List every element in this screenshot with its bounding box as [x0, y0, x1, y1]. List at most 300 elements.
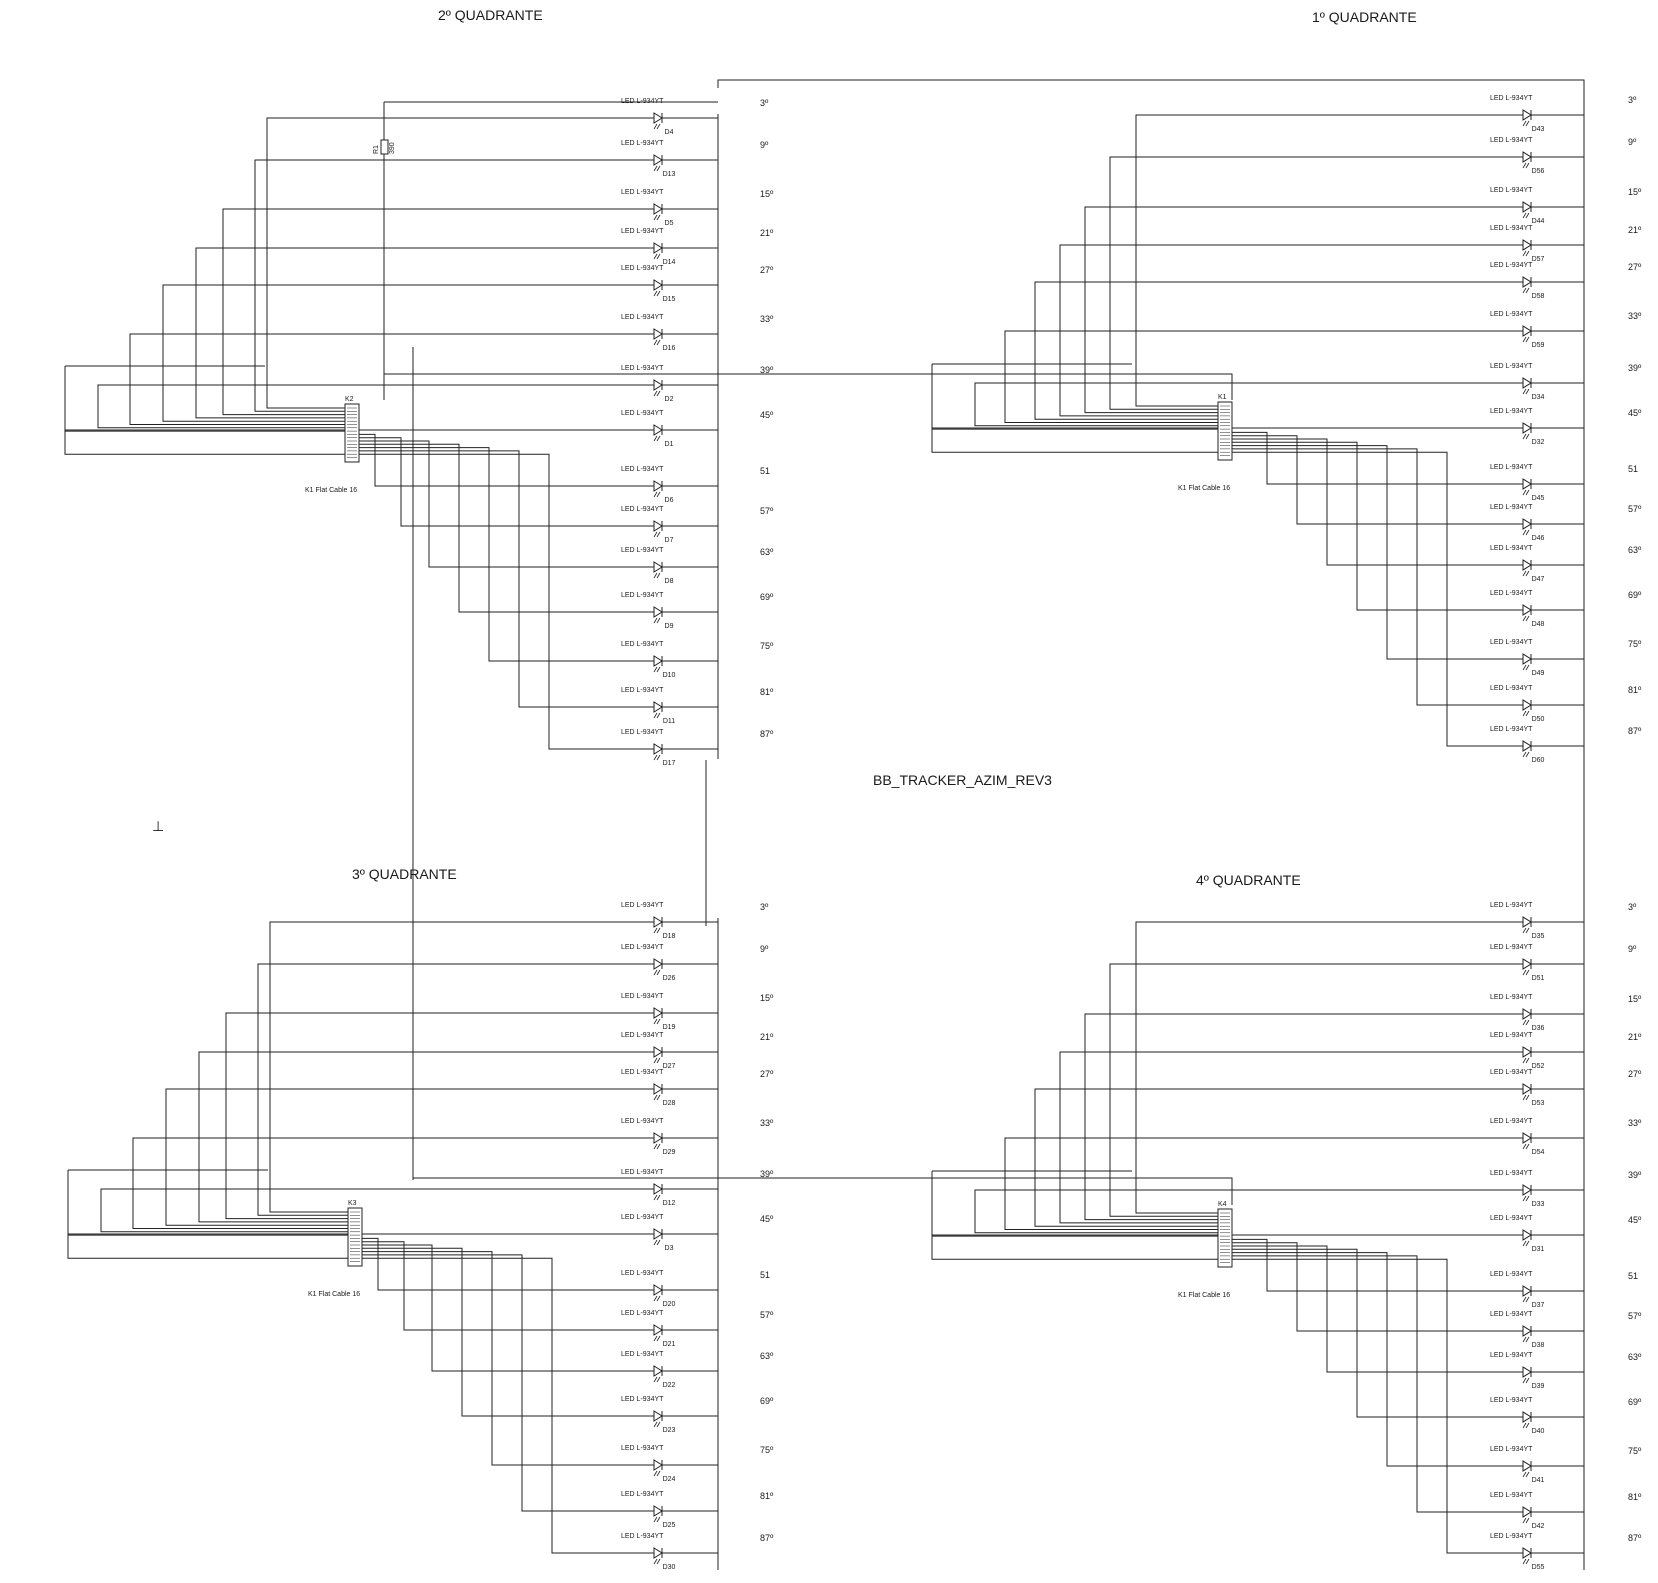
led-d7-symbol-triangle [654, 521, 662, 531]
led-d2-symbol-ray-1 [654, 391, 657, 396]
led-designator: D39 [1531, 1383, 1545, 1390]
led-d29-symbol-ray-1 [654, 1144, 657, 1149]
angle-label: 57º [760, 1310, 774, 1320]
led-designator: D56 [1531, 168, 1545, 175]
connector-k1 [1218, 402, 1232, 460]
led-d45-symbol [1523, 479, 1531, 495]
led-d48-symbol-ray-1 [1523, 616, 1526, 621]
cathode-wire [1232, 1256, 1523, 1512]
cathode-wire [166, 1089, 654, 1225]
led-part-label: LED L-934YT [621, 189, 664, 196]
led-designator: D43 [1531, 126, 1545, 133]
angle-label: 87º [760, 729, 774, 739]
led-designator: D12 [662, 1200, 676, 1207]
led-d53-symbol-ray-1 [1523, 1095, 1526, 1100]
led-d51-symbol [1523, 959, 1531, 975]
led-part-label: LED L-934YT [621, 410, 664, 417]
led-d17-symbol-ray-1 [654, 755, 657, 760]
led-d21-symbol-triangle [654, 1325, 662, 1335]
led-designator: D14 [662, 259, 676, 266]
connector-label: K1 Flat Cable 16 [1178, 1292, 1231, 1299]
angle-label: 45º [1628, 1215, 1642, 1225]
led-d47-symbol-ray-1 [1523, 571, 1526, 576]
led-designator: D8 [664, 578, 674, 585]
connector-k3 [348, 1208, 362, 1266]
led-d42-symbol-ray-2 [1526, 1518, 1529, 1523]
led-part-label: LED L-934YT [621, 1214, 664, 1221]
cathode-wire [362, 1238, 654, 1290]
led-d1-symbol-ray-1 [654, 436, 657, 441]
led-designator: D23 [662, 1427, 676, 1434]
angle-label: 21º [1628, 225, 1642, 235]
led-d55-symbol [1523, 1548, 1531, 1564]
quadrant-title-1: 1º QUADRANTE [1312, 9, 1417, 25]
led-d21-symbol-ray-2 [657, 1336, 660, 1341]
led-d5-symbol-triangle [654, 204, 662, 214]
led-d2-symbol-ray-2 [657, 391, 660, 396]
led-d23-symbol-ray-2 [657, 1422, 660, 1427]
angle-label: 27º [760, 265, 774, 275]
led-d55-symbol-triangle [1523, 1548, 1531, 1558]
led-part-label: LED L-934YT [1490, 902, 1533, 909]
led-d17-symbol-triangle [654, 744, 662, 754]
led-d14-symbol-ray-1 [654, 254, 657, 259]
led-d5-symbol-ray-2 [657, 215, 660, 220]
led-d53-symbol-ray-2 [1526, 1095, 1529, 1100]
led-d40-symbol-triangle [1523, 1412, 1531, 1422]
led-d26-symbol-ray-1 [654, 970, 657, 975]
led-d49-symbol-ray-1 [1523, 665, 1526, 670]
cathode-wire [1005, 1138, 1523, 1230]
led-part-label: LED L-934YT [621, 592, 664, 599]
led-d7-symbol-ray-1 [654, 532, 657, 537]
cathode-wire [359, 441, 654, 567]
led-d35-symbol [1523, 917, 1531, 933]
led-d16-symbol-ray-1 [654, 340, 657, 345]
cathode-wire [199, 1052, 654, 1222]
led-designator: D13 [662, 171, 676, 178]
led-d22-symbol-triangle [654, 1366, 662, 1376]
led-d3-symbol-ray-1 [654, 1240, 657, 1245]
led-d49-symbol-triangle [1523, 654, 1531, 664]
angle-label: 87º [760, 1533, 774, 1543]
led-designator: D7 [664, 537, 674, 544]
led-d34-symbol-triangle [1523, 378, 1531, 388]
cathode-wire [270, 922, 654, 1212]
led-d29-symbol [654, 1133, 662, 1149]
led-designator: D44 [1531, 218, 1545, 225]
led-part-label: LED L-934YT [621, 1032, 664, 1039]
cathode-wire [1232, 442, 1523, 610]
angle-label: 3º [1628, 902, 1637, 912]
led-d40-symbol-ray-1 [1523, 1423, 1526, 1428]
led-d1-symbol [654, 425, 662, 441]
led-d18-symbol-ray-1 [654, 928, 657, 933]
led-d17-symbol [654, 744, 662, 760]
angle-label: 27º [1628, 1069, 1642, 1079]
angle-label: 33º [760, 314, 774, 324]
led-d52-symbol-triangle [1523, 1047, 1531, 1057]
angle-label: 33º [760, 1118, 774, 1128]
led-part-label: LED L-934YT [1490, 1118, 1533, 1125]
angle-label: 81º [760, 1491, 774, 1501]
resistor-r1 [381, 140, 388, 154]
led-d46-symbol-ray-1 [1523, 530, 1526, 535]
led-designator: D41 [1531, 1477, 1545, 1484]
angle-label: 75º [760, 1445, 774, 1455]
led-part-label: LED L-934YT [1490, 311, 1533, 318]
led-d22-symbol-ray-1 [654, 1377, 657, 1382]
led-d57-symbol [1523, 240, 1531, 256]
led-part-label: LED L-934YT [1490, 590, 1533, 597]
bus-q2-q1 [384, 374, 1232, 400]
led-d28-symbol [654, 1084, 662, 1100]
angle-label: 45º [760, 410, 774, 420]
ground-symbol: ⊥ [152, 818, 165, 834]
cathode-wire [1232, 1239, 1523, 1291]
led-d31-symbol-triangle [1523, 1230, 1531, 1240]
cathode-wire [362, 1252, 654, 1465]
led-designator: D29 [662, 1149, 676, 1156]
led-d16-symbol-triangle [654, 329, 662, 339]
angle-label: 33º [1628, 1118, 1642, 1128]
led-part-label: LED L-934YT [621, 1396, 664, 1403]
led-d53-symbol-triangle [1523, 1084, 1531, 1094]
cathode-wire [1232, 1253, 1523, 1466]
angle-label: 63º [760, 1351, 774, 1361]
led-d16-symbol [654, 329, 662, 345]
led-part-label: LED L-934YT [1490, 545, 1533, 552]
angle-label: 81º [1628, 1492, 1642, 1502]
cathode-wire [1232, 439, 1523, 565]
led-part-label: LED L-934YT [621, 1310, 664, 1317]
led-d6-symbol-ray-1 [654, 492, 657, 497]
led-d50-symbol-triangle [1523, 700, 1531, 710]
led-d44-symbol-triangle [1523, 202, 1531, 212]
led-d20-symbol-ray-2 [657, 1296, 660, 1301]
led-d36-symbol [1523, 1009, 1531, 1025]
led-part-label: LED L-934YT [621, 1118, 664, 1125]
led-d10-symbol-ray-1 [654, 667, 657, 672]
schematic-name: BB_TRACKER_AZIM_REV3 [873, 772, 1052, 788]
led-part-label: LED L-934YT [1490, 137, 1533, 144]
cathode-wire [130, 334, 654, 425]
led-d28-symbol-ray-1 [654, 1095, 657, 1100]
led-designator: D30 [662, 1564, 676, 1571]
led-designator: D32 [1531, 439, 1545, 446]
led-part-label: LED L-934YT [621, 1351, 664, 1358]
led-part-label: LED L-934YT [1490, 1170, 1533, 1177]
led-part-label: LED L-934YT [1490, 1032, 1533, 1039]
cathode-wire [1232, 446, 1523, 659]
led-d23-symbol [654, 1411, 662, 1427]
angle-label: 39º [1628, 1170, 1642, 1180]
led-d8-symbol-triangle [654, 562, 662, 572]
led-d15-symbol-triangle [654, 280, 662, 290]
angle-label: 87º [1628, 1533, 1642, 1543]
led-d22-symbol-ray-2 [657, 1377, 660, 1382]
led-d19-symbol-ray-2 [657, 1019, 660, 1024]
led-d26-symbol-triangle [654, 959, 662, 969]
angle-label: 21º [760, 1032, 774, 1042]
led-designator: D60 [1531, 757, 1545, 764]
led-designator: D25 [662, 1522, 676, 1529]
led-d38-symbol [1523, 1326, 1531, 1342]
led-d42-symbol-triangle [1523, 1507, 1531, 1517]
led-d34-symbol-ray-2 [1526, 389, 1529, 394]
led-d39-symbol-ray-2 [1526, 1378, 1529, 1383]
bus-q3-q4 [413, 1178, 1232, 1205]
return-loop [68, 1170, 348, 1258]
led-d7-symbol-ray-2 [657, 532, 660, 537]
led-d24-symbol-ray-2 [657, 1471, 660, 1476]
led-d51-symbol-triangle [1523, 959, 1531, 969]
connector-ref: K1 [1218, 394, 1227, 401]
angle-label: 57º [1628, 1311, 1642, 1321]
led-d12-symbol-ray-1 [654, 1195, 657, 1200]
led-d4-symbol-ray-1 [654, 124, 657, 129]
led-designator: D51 [1531, 975, 1545, 982]
led-designator: D45 [1531, 495, 1545, 502]
led-d53-symbol [1523, 1084, 1531, 1100]
led-designator: D26 [662, 975, 676, 982]
led-d39-symbol-triangle [1523, 1367, 1531, 1377]
led-d19-symbol-triangle [654, 1008, 662, 1018]
led-d14-symbol-triangle [654, 243, 662, 253]
led-d41-symbol [1523, 1461, 1531, 1477]
led-d48-symbol [1523, 605, 1531, 621]
led-d60-symbol-ray-2 [1526, 752, 1529, 757]
led-d11-symbol-ray-2 [657, 713, 660, 718]
led-d32-symbol [1523, 423, 1531, 439]
wire-layer [65, 80, 1584, 1570]
angle-label: 33º [1628, 311, 1642, 321]
led-d20-symbol-ray-1 [654, 1296, 657, 1301]
led-d8-symbol-ray-2 [657, 573, 660, 578]
led-d40-symbol-ray-2 [1526, 1423, 1529, 1428]
led-d4-symbol-triangle [654, 113, 662, 123]
led-d21-symbol-ray-1 [654, 1336, 657, 1341]
led-part-label: LED L-934YT [1490, 944, 1533, 951]
connector-ref: K3 [348, 1200, 357, 1207]
led-d19-symbol [654, 1008, 662, 1024]
led-d55-symbol-ray-1 [1523, 1559, 1526, 1564]
led-d40-symbol [1523, 1412, 1531, 1428]
led-designator: D33 [1531, 1201, 1545, 1208]
led-part-label: LED L-934YT [621, 1069, 664, 1076]
led-d41-symbol-triangle [1523, 1461, 1531, 1471]
angle-label: 15º [1628, 187, 1642, 197]
led-designator: D53 [1531, 1100, 1545, 1107]
led-part-label: LED L-934YT [621, 1169, 664, 1176]
led-d26-symbol [654, 959, 662, 975]
led-part-label: LED L-934YT [621, 902, 664, 909]
cathode-wire [1035, 1089, 1523, 1226]
led-d8-symbol-ray-1 [654, 573, 657, 578]
angle-label: 75º [760, 641, 774, 651]
led-d12-symbol [654, 1184, 662, 1200]
led-part-label: LED L-934YT [1490, 95, 1533, 102]
led-d51-symbol-ray-2 [1526, 970, 1529, 975]
led-d54-symbol [1523, 1133, 1531, 1149]
led-d9-symbol [654, 607, 662, 623]
cathode-wire [1110, 157, 1523, 409]
angle-label: 3º [1628, 95, 1637, 105]
led-d6-symbol-ray-2 [657, 492, 660, 497]
angle-label: 63º [1628, 545, 1642, 555]
led-designator: D6 [664, 497, 674, 504]
led-d56-symbol-ray-1 [1523, 163, 1526, 168]
led-d50-symbol-ray-1 [1523, 711, 1526, 716]
led-d19-symbol-ray-1 [654, 1019, 657, 1024]
led-d59-symbol-triangle [1523, 326, 1531, 336]
angle-label: 39º [1628, 363, 1642, 373]
led-d47-symbol [1523, 560, 1531, 576]
cathode-wire [1232, 1249, 1523, 1417]
led-d27-symbol-triangle [654, 1047, 662, 1057]
led-d32-symbol-ray-2 [1526, 434, 1529, 439]
led-d18-symbol [654, 917, 662, 933]
led-part-label: LED L-934YT [1490, 408, 1533, 415]
led-designator: D11 [662, 718, 676, 725]
led-d30-symbol-ray-1 [654, 1559, 657, 1564]
angle-label: 69º [1628, 590, 1642, 600]
led-d25-symbol [654, 1506, 662, 1522]
angle-label: 51 [1628, 1271, 1639, 1281]
angle-label: 21º [760, 228, 774, 238]
led-designator: D38 [1531, 1342, 1545, 1349]
led-d49-symbol-ray-2 [1526, 665, 1529, 670]
led-d58-symbol [1523, 277, 1531, 293]
led-part-label: LED L-934YT [1490, 994, 1533, 1001]
angle-label: 81º [1628, 685, 1642, 695]
led-d3-symbol-triangle [654, 1229, 662, 1239]
led-designator: D18 [662, 933, 676, 940]
led-d56-symbol-triangle [1523, 152, 1531, 162]
led-d13-symbol-ray-1 [654, 166, 657, 171]
led-d45-symbol-ray-2 [1526, 490, 1529, 495]
led-designator: D5 [664, 220, 674, 227]
angle-label: 75º [1628, 639, 1642, 649]
led-d31-symbol-ray-2 [1526, 1241, 1529, 1246]
angle-label: 27º [760, 1069, 774, 1079]
connector-ref: K4 [1218, 1201, 1227, 1208]
led-d33-symbol [1523, 1185, 1531, 1201]
led-part-label: LED L-934YT [621, 98, 664, 105]
led-part-label: LED L-934YT [1490, 1311, 1533, 1318]
led-d52-symbol-ray-1 [1523, 1058, 1526, 1063]
cathode-wire [196, 248, 654, 418]
cathode-wire [1085, 207, 1523, 413]
connector-label: K1 Flat Cable 16 [1178, 485, 1231, 492]
led-d54-symbol-triangle [1523, 1133, 1531, 1143]
led-d41-symbol-ray-1 [1523, 1472, 1526, 1477]
angle-label: 27º [1628, 262, 1642, 272]
led-d42-symbol-ray-1 [1523, 1518, 1526, 1523]
led-part-label: LED L-934YT [1490, 1446, 1533, 1453]
cathode-wire [1085, 1014, 1523, 1220]
led-d48-symbol-ray-2 [1526, 616, 1529, 621]
led-d38-symbol-triangle [1523, 1326, 1531, 1336]
led-d2-symbol-triangle [654, 380, 662, 390]
led-designator: D40 [1531, 1428, 1545, 1435]
led-d11-symbol [654, 702, 662, 718]
led-part-label: LED L-934YT [621, 228, 664, 235]
led-d36-symbol-ray-1 [1523, 1020, 1526, 1025]
cathode-wire [359, 448, 654, 661]
cathode-wire [362, 1258, 654, 1553]
led-designator: D22 [662, 1382, 676, 1389]
led-d46-symbol [1523, 519, 1531, 535]
led-designator: D49 [1531, 670, 1545, 677]
led-d5-symbol-ray-1 [654, 215, 657, 220]
led-d10-symbol [654, 656, 662, 672]
led-part-label: LED L-934YT [621, 1270, 664, 1277]
led-d30-symbol-triangle [654, 1548, 662, 1558]
led-d9-symbol-ray-1 [654, 618, 657, 623]
led-d41-symbol-ray-2 [1526, 1472, 1529, 1477]
led-d15-symbol-ray-2 [657, 291, 660, 296]
angle-label: 15º [760, 189, 774, 199]
led-d50-symbol [1523, 700, 1531, 716]
led-designator: D9 [664, 623, 674, 630]
led-d22-symbol [654, 1366, 662, 1382]
cathode-wire [1136, 115, 1523, 406]
cathode-wire [1035, 282, 1523, 419]
led-d48-symbol-triangle [1523, 605, 1531, 615]
led-designator: D2 [664, 396, 674, 403]
led-d27-symbol [654, 1047, 662, 1063]
cathode-wire [1232, 432, 1523, 484]
connector-ref: K2 [345, 396, 354, 403]
led-d21-symbol [654, 1325, 662, 1341]
led-part-label: LED L-934YT [621, 729, 664, 736]
led-d59-symbol [1523, 326, 1531, 342]
led-d46-symbol-triangle [1523, 519, 1531, 529]
led-designator: D27 [662, 1063, 676, 1070]
led-d6-symbol-triangle [654, 481, 662, 491]
led-d9-symbol-ray-2 [657, 618, 660, 623]
led-d1-symbol-triangle [654, 425, 662, 435]
angle-label: 45º [1628, 408, 1642, 418]
led-d58-symbol-ray-2 [1526, 288, 1529, 293]
led-part-label: LED L-934YT [1490, 1271, 1533, 1278]
led-d3-symbol-ray-2 [657, 1240, 660, 1245]
led-part-label: LED L-934YT [1490, 639, 1533, 646]
led-d13-symbol-ray-2 [657, 166, 660, 171]
led-d16-symbol-ray-2 [657, 340, 660, 345]
angle-label: 57º [1628, 504, 1642, 514]
led-d33-symbol-ray-2 [1526, 1196, 1529, 1201]
cathode-wire [226, 1013, 654, 1219]
led-d45-symbol-triangle [1523, 479, 1531, 489]
led-d24-symbol-triangle [654, 1460, 662, 1470]
led-designator: D31 [1531, 1246, 1545, 1253]
led-d31-symbol [1523, 1230, 1531, 1246]
angle-label: 9º [1628, 137, 1637, 147]
led-part-label: LED L-934YT [621, 265, 664, 272]
led-d47-symbol-ray-2 [1526, 571, 1529, 576]
led-d4-symbol [654, 113, 662, 129]
cathode-wire [1060, 245, 1523, 416]
led-d43-symbol [1523, 110, 1531, 126]
cathode-wire [1232, 452, 1523, 746]
led-part-label: LED L-934YT [1490, 1492, 1533, 1499]
cathode-wire [1232, 1259, 1523, 1553]
led-d32-symbol-triangle [1523, 423, 1531, 433]
led-d10-symbol-ray-2 [657, 667, 660, 672]
led-d57-symbol-ray-2 [1526, 251, 1529, 256]
